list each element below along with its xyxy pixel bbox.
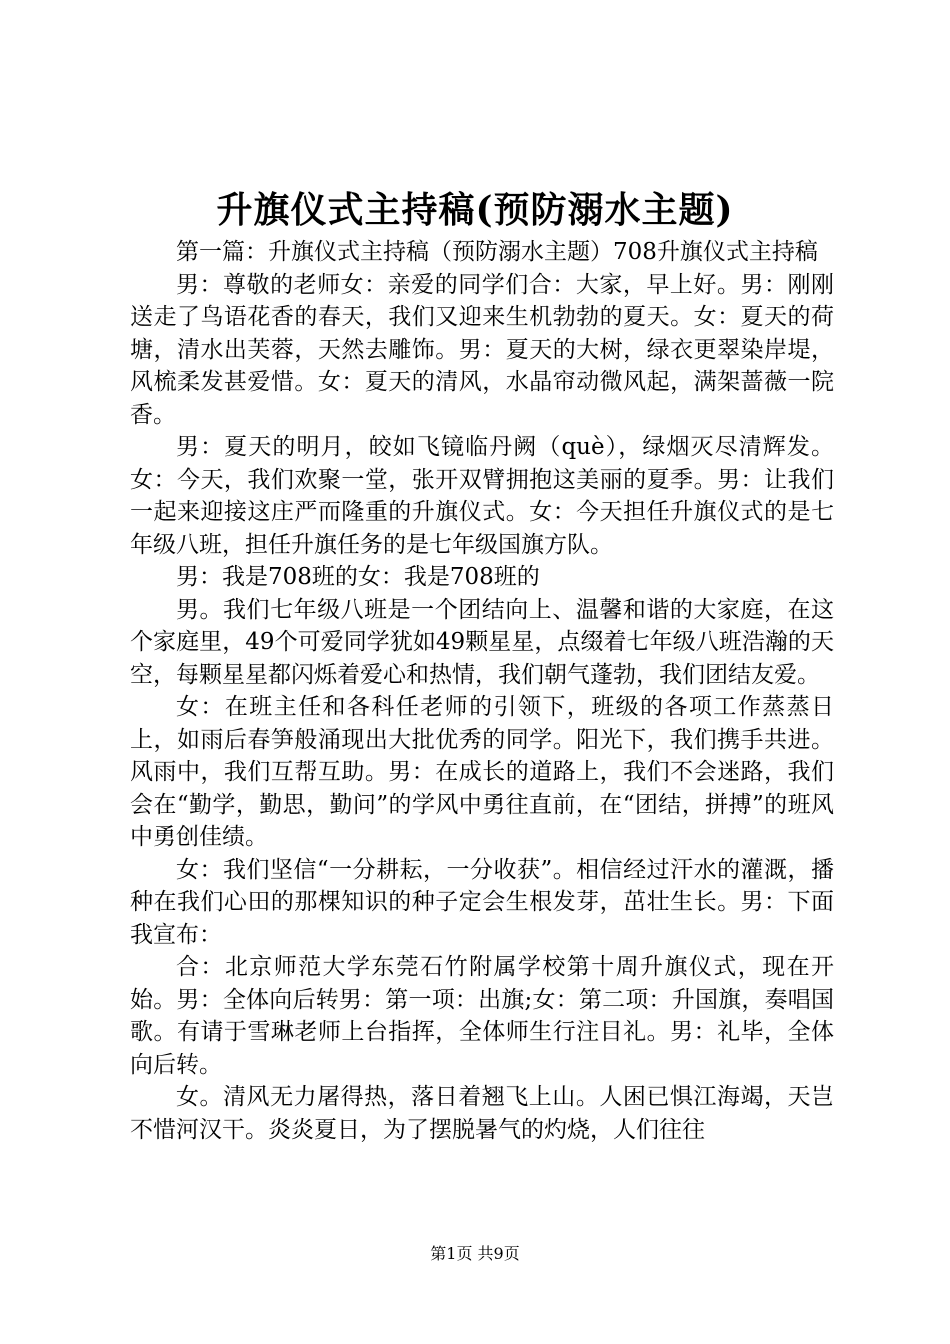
paragraph: 女：我们坚信“一分耕耘，一分收获”。相信经过汗水的灌溉，播种在我们心田的那棵知识的种子定会生根发芽，茁壮生长。男：下面我宣布： xyxy=(130,856,834,948)
paragraph: 男：夏天的明月，皎如飞镜临丹阙（què），绿烟灭尽清辉发。女：今天，我们欢聚一堂，张开双臂拥抱这美丽的夏季。男：让我们一起来迎接这庄严而隆重的升旗仪式。女：今天担任升旗仪式的是七年级八班，担任升旗任务的是七年级国旗方队。 xyxy=(130,434,834,558)
paragraph: 男。我们七年级八班是一个团结向上、温馨和谐的大家庭，在这个家庭里，49个可爱同学犹如49颗星星，点缀着七年级八班浩瀚的天空，每颗星星都闪烁着爱心和热情，我们朝气蓬勃，我们团结友爱。 xyxy=(130,596,834,688)
paragraph: 男：我是708班的女：我是708班的 xyxy=(176,564,540,590)
paragraph: 合：北京师范大学东莞石竹附属学校第十周升旗仪式，现在开始。男：全体向后转男：第一项：出旗;女：第二项：升国旗，奏唱国歌。有请于雪琳老师上台指挥，全体师生行注目礼。男：礼毕，全体向后转。 xyxy=(130,954,834,1078)
document-body xyxy=(130,236,834,1146)
page-footer: 第1页 共9页 xyxy=(430,1244,520,1263)
document-title: 升旗仪式主持稿(预防溺水主题) xyxy=(216,189,734,231)
paragraph: 女。清风无力屠得热，落日着翘飞上山。人困已惧江海竭，天岂不惜河汉干。炎炎夏日，为了摆脱暑气的灼烧，人们往往 xyxy=(130,1084,834,1143)
paragraph: 女：在班主任和各科任老师的引领下，班级的各项工作蒸蒸日上，如雨后春笋般涌现出大批优秀的同学。阳光下，我们携手共进。风雨中，我们互帮互助。男：在成长的道路上，我们不会迷路，我们会在“勤学，勤思，勤问”的学风中勇往直前，在“团结，拼搏”的班风中勇创佳绩。 xyxy=(130,694,834,850)
paragraph: 第一篇：升旗仪式主持稿（预防溺水主题）708升旗仪式主持稿 xyxy=(176,239,818,265)
paragraph: 男：尊敬的老师女：亲爱的同学们合：大家，早上好。男：刚刚送走了鸟语花香的春天，我们又迎来生机勃勃的夏天。女：夏天的荷塘，清水出芙蓉，天然去雕饰。男：夏天的大树，绿衣更翠染岸堤，风梳柔发甚爱惜。女：夏天的清风，水晶帘动微风起，满架蔷薇一院香。 xyxy=(130,271,834,428)
